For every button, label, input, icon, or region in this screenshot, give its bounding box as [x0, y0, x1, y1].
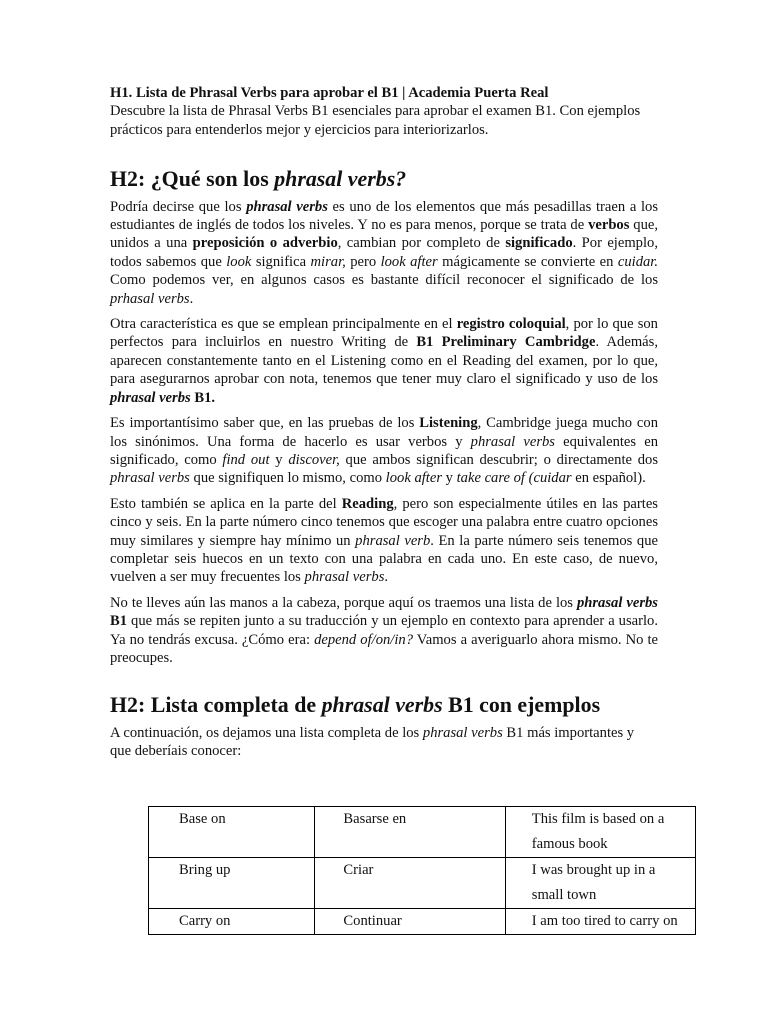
section-heading-what-are: H2: ¿Qué son los phrasal verbs? — [110, 166, 407, 192]
paragraph-dont-worry: No te lleves aún las manos a la cabeza, porque aquí os traemos una lista de los phrasal verbs B1 que más se repiten junto a su traducción y un ejemplo en contexto para aprender a usarlo. Ya no tendrás excusa. ¿Cómo era: depend of/on/in? Vamos a averiguarlo ahora mismo. No te preocupes. — [110, 594, 659, 666]
paragraph-intro: Podría decirse que los phrasal verbs es uno de los elementos que más pesadillas traen a los estudiantes de inglés de todos los niveles. Y no es para menos, porque se trata de verbos que, unidos a una preposición o adverbio, cambian por completo de significado. Por ejemplo, todos sabemos que look significa mirar, pero look after mágicamente se convierte en cuidar. Como podemos ver, en algunos casos es bastante difícil reconocer el significado de los prhasal verbs. — [110, 198, 658, 307]
example-cell: I am too tired to carry on — [505, 909, 695, 935]
paragraph-reading: Esto también se aplica en la parte del Reading, pero son especialmente útiles en las partes cinco y seis. En la parte número cinco tenemos que escoger una palabra entre cuatro opciones muy similares y siempre hay mínimo un phrasal verb. En la parte número seis tenemos que completar seis huecos en un texto con una palabra en cada uno. En este caso, de nuevo, vuelven a ser muy frecuentes los phrasal verbs. — [110, 495, 658, 586]
table-row — [149, 909, 696, 935]
paragraph-list-intro: A continuación, os dejamos una lista completa de los phrasal verbs B1 más importantes y que deberíais conocer: — [110, 724, 635, 760]
section-heading-full-list: H2: Lista completa de phrasal verbs B1 con ejemplos — [110, 692, 601, 718]
paragraph-listening: Es importantísimo saber que, en las pruebas de los Listening, Cambridge juega mucho con los sinónimos. Una forma de hacerlo es usar verbos y phrasal verbs equivalentes en significado, como find out y discover, que ambos significan descubrir; o directamente dos phrasal verbs que signifiquen lo mismo, como look after y take care of (cuidar en español). — [110, 415, 659, 487]
meaning-cell: Criar — [315, 858, 505, 909]
example-cell: This film is based on a famous book — [505, 807, 695, 858]
verb-cell: Bring up — [149, 858, 315, 909]
page-description: Descubre la lista de Phrasal Verbs B1 esenciales para aprobar el examen B1. Con ejemplos prácticos para entenderlos mejor y ejercicios para interiorizarlos. — [110, 103, 641, 138]
verb-cell: Carry on — [149, 909, 315, 935]
document-page — [110, 84, 658, 761]
title-block — [110, 84, 658, 139]
meaning-cell: Continuar — [315, 909, 505, 935]
table-row — [149, 858, 696, 909]
table-row — [149, 807, 696, 858]
verb-cell: Base on — [149, 807, 315, 858]
paragraph-colloquial: Otra característica es que se emplean principalmente en el registro coloquial, por lo que son perfectos para incluirlos en nuestro Writing de B1 Preliminary Cambridge. Además, aparecen constantemente tanto en el Listening como en el Reading del examen, por lo que, para asegurarnos aprobar con nota, tenemos que tener muy claro el significado y uso de los phrasal verbs B1. — [110, 316, 658, 406]
phrasal-verbs-table — [148, 806, 696, 935]
page-title: H1. Lista de Phrasal Verbs para aprobar el B1 | Academia Puerta Real — [110, 85, 549, 101]
meaning-cell: Basarse en — [315, 807, 505, 858]
example-cell: I was brought up in a small town — [505, 858, 695, 909]
